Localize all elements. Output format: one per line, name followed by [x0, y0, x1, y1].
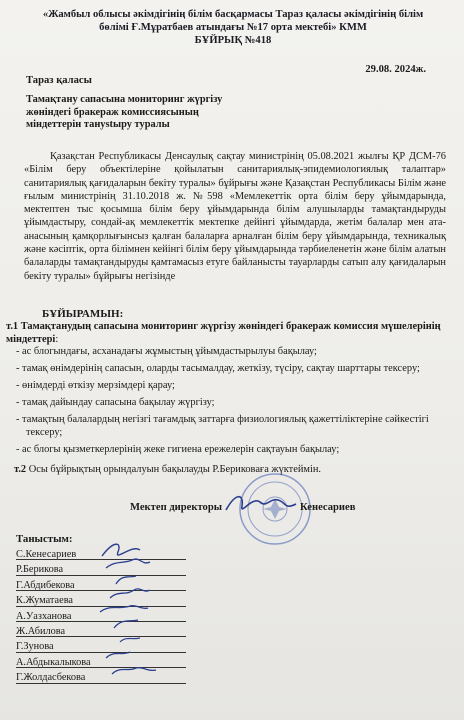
duty-item: - тамақ дайындау сапасына бақылау жүргізу; [16, 397, 215, 408]
director-name: Кенесариев [300, 502, 356, 513]
order-date: 29.08. 2024ж. [365, 64, 426, 75]
duty-item: - өнімдерді өткізу мерзімдері қарау; [16, 380, 175, 391]
director-label: Мектеп директоры [130, 502, 223, 513]
duties-list [16, 345, 450, 460]
orders-heading: БҰЙЫРАМЫН: [42, 308, 124, 320]
acquainted-person: Г.Абдибекова [16, 578, 216, 593]
order-number: БҰЙРЫҚ №418 [194, 35, 272, 46]
duty-item: - ас блогындағы, асханадағы жұмыстың ұйымдастырылуы бақылау; [16, 346, 317, 357]
preamble-paragraph: Қазақстан Республикасы Денсаулық сақтау министрінің 05.08.2021 жылғы ҚР ДСМ-76 «Білім беру объектілеріне қойылатын санитариялық-эпидемиологиялық талаптар» санитариялық қағидаларын бекіту туралы» бұйрығы және Қазақстан Республикасы Білім және ғылым министрінің 31.10.2018 ж. №598 «Мемлекеттік орта білім беру ұйымдарында, мектептен тыс қосымша білім беру ұйымдарында білім алушыларды тамақтандыруды ұйымдастыру, сондай-ақ мемлекеттік мектепке дейінгі ұйымдарда, жетім балалар мен ата-анасының қамқорлығынсыз қалған балаларға арналған білім беру ұйымдарында, техникалық және кәсіптік, орта білімнен кейінгі білім беру ұйымдарында тәрбиеленетін және білім алатын балаларды тамақтандыруды қамтамасыз етуге байланысты тауарларды сатып алу қағидаларын бекіту туралы» бұйрығы негізінде [24, 151, 446, 282]
duty-item: - тамақтың балалардың негізгі тағамдық заттарға физиологиялық қажеттіліктеріне сәйкестігі тексеру; [16, 414, 429, 438]
header-line-2: бөлімі Ғ.Мұратбаев атындағы №17 орта мектебі» КММ [99, 22, 367, 33]
director-signature [222, 488, 302, 520]
acquainted-person: Р.Берикова [16, 562, 216, 577]
acquainted-person: Г.Зунова [16, 639, 216, 654]
document-header [14, 8, 452, 47]
acquainted-person: Ж.Абилова [16, 624, 216, 639]
acquainted-person: Г.Жолдасбекова [16, 670, 216, 685]
staff-signatures [96, 538, 206, 688]
acquainted-person: С.Кенесариев [16, 547, 216, 562]
clause-2 [14, 464, 454, 475]
acquainted-person: К.Жуматаева [16, 593, 216, 608]
acquainted-person: А.Уазханова [16, 609, 216, 624]
clause-1 [6, 320, 454, 346]
acquainted-person: А.Абдыкалыкова [16, 655, 216, 670]
clause-1-label: т.1 [6, 321, 19, 332]
header-line-1: «Жамбыл облысы әкімдігінің білім басқармасы Тараз қаласы әкімдігінің білім [42, 9, 424, 20]
clause-2-text: Осы бұйрықтың орындалуын бақылауды Р.Бериковаға жүктеймін. [28, 464, 322, 475]
clause-1-title: Тамақтанудың сапасына мониторинг жүргізу жөніндегі бракераж комиссия мүшелерінің міндеттері [6, 321, 441, 345]
clause-2-label: т.2 [14, 464, 27, 475]
clause-1-colon: : [55, 334, 59, 345]
city-name: Тараз қаласы [26, 75, 92, 86]
acquainted-title: Таныстым: [16, 533, 73, 545]
order-subject: Тамақтану сапасына мониторинг жүргізу жөніндегі бракераж комиссиясының міндеттерін танystыру туралы [26, 94, 223, 131]
duty-item: - ас блогы қызметкерлерінің жеке гигиена ережелерін сақтауын бақылау; [16, 444, 340, 455]
duty-item: - тамақ өнімдерінің сапасын, оларды тасымалдау, жеткізу, түсіру, сақтау шарттары тексеру; [16, 363, 420, 374]
